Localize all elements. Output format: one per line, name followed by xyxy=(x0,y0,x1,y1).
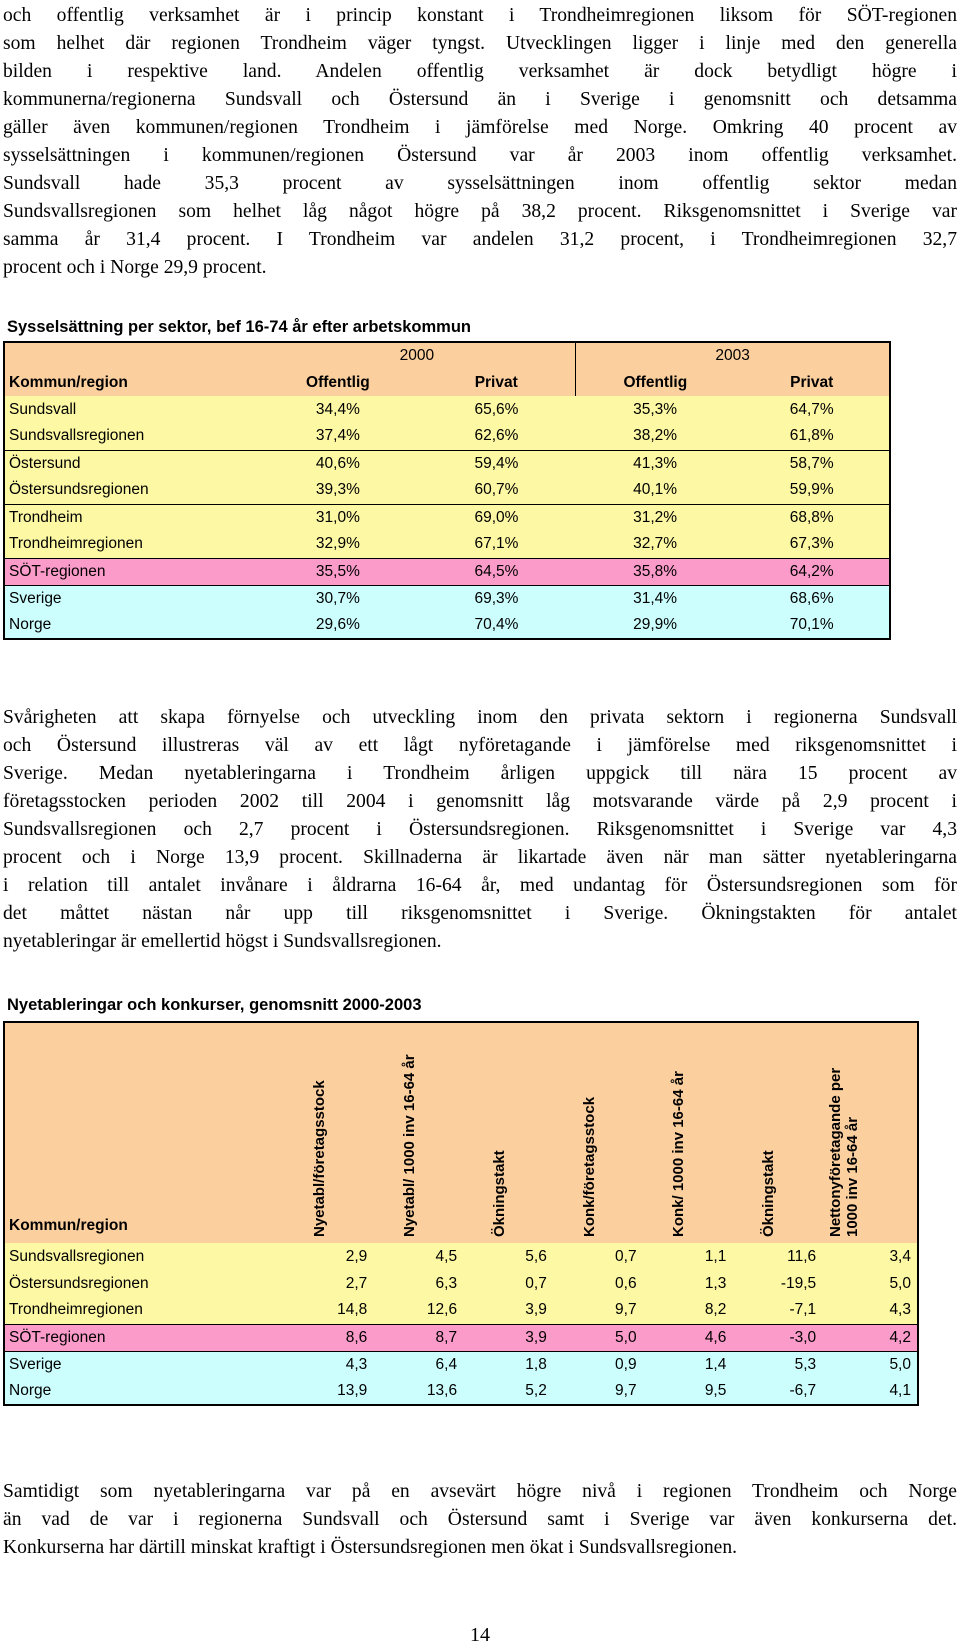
value-cell: 69,0% xyxy=(474,508,519,526)
text-line: i relation till antalet invånare i åldrarna 16-64 år, med undantag för Östersundsregionen som för xyxy=(3,875,957,896)
column-header xyxy=(643,1022,733,1243)
text-line: Sverige. Medan nyetableringarna i Trondheim årligen uppgick till nära 15 procent av xyxy=(3,763,957,784)
offentlig-header: Offentlig xyxy=(306,373,370,391)
value-cell: 58,7% xyxy=(789,454,834,472)
value-cell: -7,1 xyxy=(789,1301,817,1319)
value-cell: 29,6% xyxy=(315,616,360,633)
value-cell: 60,7% xyxy=(474,481,519,499)
table-row xyxy=(4,612,890,639)
value-cell: 61,8% xyxy=(789,427,834,445)
value-cell: 13,6 xyxy=(426,1382,458,1399)
paragraph-new-businesses xyxy=(3,704,957,956)
value-cell: 5,0 xyxy=(889,1274,911,1292)
value-cell: 35,5% xyxy=(315,562,360,580)
offentlig-header: Offentlig xyxy=(623,373,688,391)
privat-header: Privat xyxy=(417,369,576,396)
value-cell: -3,0 xyxy=(789,1328,817,1346)
column-header xyxy=(732,1022,822,1243)
text-line: samma år 31,4 procent. I Trondheim var andelen 31,2 procent, i Trondheimregionen 32,7 xyxy=(3,229,957,250)
value-cell: 64,5% xyxy=(474,562,519,580)
value-cell: 64,7% xyxy=(789,400,834,418)
value-cell: 65,6% xyxy=(474,400,519,418)
value-cell: 2,9 xyxy=(345,1247,368,1265)
value-cell: -6,7 xyxy=(789,1382,817,1399)
text-line: som helhet där regionen Trondheim väger tyngst. Utvecklingen ligger i linje med den generella xyxy=(3,33,957,54)
value-cell: 4,3 xyxy=(345,1355,368,1373)
value-cell: 59,4% xyxy=(474,454,519,472)
value-cell: -19,5 xyxy=(780,1274,817,1292)
region-cell: Östersundsregionen xyxy=(9,1274,149,1292)
value-cell: 0,6 xyxy=(615,1274,637,1292)
table-row xyxy=(4,1324,918,1351)
text-line: det måttet nästan når upp till riksgenomsnittet i Sverige. Ökningstakten för antalet xyxy=(3,903,957,924)
table-row xyxy=(4,477,890,504)
text-line: och offentlig verksamhet är i princip konstant i Trondheimregionen liksom för SÖT-regionen xyxy=(3,5,957,26)
value-cell: 64,2% xyxy=(789,562,834,580)
value-cell: 68,8% xyxy=(789,508,834,526)
value-cell: 5,0 xyxy=(615,1328,637,1346)
value-cell: 39,3% xyxy=(315,481,360,499)
value-cell: 9,5 xyxy=(704,1382,727,1399)
table-row xyxy=(4,1297,918,1324)
region-cell: Norge xyxy=(9,1382,52,1399)
text-line: procent och i Norge 13,9 procent. Skillnaderna är likartade även när man sätter nyetableringarna xyxy=(3,847,957,868)
value-cell: 5,0 xyxy=(889,1355,911,1373)
value-cell: 35,3% xyxy=(633,400,678,418)
table-row xyxy=(4,1270,918,1297)
value-cell: 11,6 xyxy=(787,1247,817,1265)
table-row xyxy=(4,1243,918,1270)
column-header-label: Nettonyföretagande per 1000 inv 16-64 år xyxy=(826,1067,861,1237)
value-cell: 62,6% xyxy=(474,427,519,445)
value-cell: 38,2% xyxy=(633,427,678,445)
value-cell: 31,0% xyxy=(315,508,360,526)
value-cell: 13,9 xyxy=(337,1382,368,1399)
table-row xyxy=(4,504,890,531)
table-row xyxy=(4,585,890,612)
value-cell: 70,1% xyxy=(789,616,834,633)
region-header: Kommun/region xyxy=(9,1217,128,1234)
value-cell: 8,2 xyxy=(704,1301,727,1319)
text-line: nyetableringar är emellertid högst i Sundsvallsregionen. xyxy=(3,931,442,952)
column-header-label: Ökningstakt xyxy=(760,1150,778,1237)
column-header-label: Konk/företagsstock xyxy=(580,1096,598,1237)
region-cell: SÖT-regionen xyxy=(9,562,106,580)
table-employment-by-sector xyxy=(3,341,891,640)
text-line: sysselsättningen i kommunen/regionen Östersund var år 2003 inom offentlig verksamhet. xyxy=(3,145,957,166)
value-cell: 1,8 xyxy=(525,1355,547,1373)
value-cell: 1,4 xyxy=(704,1355,727,1373)
value-cell: 37,4% xyxy=(315,427,360,445)
region-header: Kommun/region xyxy=(9,373,128,391)
value-cell: 6,4 xyxy=(435,1355,458,1373)
text-line: Sundsvallsregionen och 2,7 procent i Östersundsregionen. Riksgenomsnittet i Sverige var 4,3 xyxy=(3,819,957,840)
value-cell: 5,6 xyxy=(525,1247,547,1265)
region-cell: Sundsvall xyxy=(9,400,77,418)
privat-header: Privat xyxy=(790,373,834,391)
text-line: procent och i Norge 29,9 procent. xyxy=(3,257,267,278)
text-line: Svårigheten att skapa förnyelse och utveckling inom den privata sektorn i regionerna Sundsvall xyxy=(3,707,957,728)
table-row xyxy=(4,423,890,450)
table2-title: Nyetableringar och konkurser, genomsnitt 2000-2003 xyxy=(7,996,422,1014)
value-cell: 0,7 xyxy=(615,1247,637,1265)
column-header xyxy=(283,1022,373,1243)
text-line: bilden i respektive land. Andelen offentlig verksamhet är dock betydligt högre i xyxy=(3,61,957,82)
value-cell: 4,3 xyxy=(889,1301,911,1319)
table-new-businesses-bankruptcies xyxy=(3,1021,919,1406)
value-cell: 67,1% xyxy=(474,535,519,553)
value-cell: 34,4% xyxy=(315,400,360,418)
text-line: gäller även kommunen/regionen Trondheim i jämförelse med Norge. Omkring 40 procent av xyxy=(3,117,957,138)
text-line: Konkurserna har därtill minskat kraftigt i Östersundsregionen men ökat i Sundsvallsregionen. xyxy=(3,1537,738,1558)
text-line: kommunerna/regionerna Sundsvall och Östersund än i Sverige i genomsnitt och detsamma xyxy=(3,89,957,110)
value-cell: 5,2 xyxy=(525,1382,547,1399)
text-line: företagsstocken perioden 2002 till 2004 i genomsnitt låg motsvarande värde på 2,9 procent i xyxy=(3,791,957,812)
text-line: Sundsvall hade 35,3 procent av sysselsättningen inom offentlig sektor medan xyxy=(3,173,957,194)
region-cell: Sundsvallsregionen xyxy=(9,1247,145,1265)
table-row xyxy=(4,450,890,477)
region-cell: Sverige xyxy=(9,1355,62,1373)
region-cell: Norge xyxy=(9,616,52,633)
value-cell: 59,9% xyxy=(789,481,834,499)
value-cell: 30,7% xyxy=(315,589,360,607)
value-cell: 4,6 xyxy=(704,1328,727,1346)
table1-title: Sysselsättning per sektor, bef 16-74 år efter arbetskommun xyxy=(7,318,472,336)
value-cell: 69,3% xyxy=(474,589,519,607)
table1-year-row xyxy=(4,342,890,369)
column-header xyxy=(373,1022,463,1243)
value-cell: 3,9 xyxy=(525,1301,547,1319)
value-cell: 5,3 xyxy=(794,1355,817,1373)
column-header xyxy=(553,1022,643,1243)
value-cell: 3,4 xyxy=(889,1247,911,1265)
value-cell: 70,4% xyxy=(474,616,519,633)
value-cell: 0,7 xyxy=(525,1274,547,1292)
value-cell: 12,6 xyxy=(426,1301,458,1319)
value-cell: 1,3 xyxy=(704,1274,727,1292)
value-cell: 3,9 xyxy=(525,1328,547,1346)
value-cell: 41,3% xyxy=(633,454,678,472)
value-cell: 32,7% xyxy=(633,535,678,553)
table-row xyxy=(4,531,890,558)
page-number: 14 xyxy=(470,1624,490,1646)
table-row xyxy=(4,1378,918,1405)
empty-cell xyxy=(4,342,259,369)
column-header-label: Nyetabl/företagsstock xyxy=(311,1080,329,1237)
value-cell: 35,8% xyxy=(633,562,678,580)
value-cell: 1,1 xyxy=(704,1247,727,1265)
region-cell: Trondheimregionen xyxy=(9,535,143,553)
column-header-label: Nyetabl/ 1000 inv 16-64 år xyxy=(401,1054,419,1237)
column-header-label: Konk/ 1000 inv 16-64 år xyxy=(670,1071,688,1237)
value-cell: 67,3% xyxy=(789,535,834,553)
table2-header-row xyxy=(4,1022,918,1243)
value-cell: 9,7 xyxy=(615,1382,637,1399)
value-cell: 9,7 xyxy=(615,1301,637,1319)
text-line: Sundsvallsregionen som helhet låg något högre på 38,2 procent. Riksgenomsnittet i Sverige var xyxy=(3,201,957,222)
column-header-label: Ökningstakt xyxy=(490,1150,508,1237)
table-row xyxy=(4,1351,918,1378)
value-cell: 40,1% xyxy=(633,481,678,499)
value-cell: 4,1 xyxy=(889,1382,911,1399)
year-2000-header: 2000 xyxy=(259,342,576,369)
table-row xyxy=(4,396,890,423)
value-cell: 6,3 xyxy=(435,1274,458,1292)
value-cell: 32,9% xyxy=(315,535,360,553)
column-header xyxy=(463,1022,553,1243)
value-cell: 8,6 xyxy=(345,1328,368,1346)
paragraph-bankruptcies xyxy=(3,1478,957,1562)
value-cell: 4,2 xyxy=(889,1328,911,1346)
table1-header-row xyxy=(4,369,890,396)
region-cell: Trondheimregionen xyxy=(9,1301,143,1319)
value-cell: 31,2% xyxy=(633,508,678,526)
region-cell: Trondheim xyxy=(9,508,83,526)
value-cell: 8,7 xyxy=(435,1328,458,1346)
paragraph-public-sector xyxy=(3,2,957,282)
region-cell: Sundsvallsregionen xyxy=(9,427,145,445)
value-cell: 40,6% xyxy=(315,454,360,472)
value-cell: 2,7 xyxy=(345,1274,368,1292)
region-cell: SÖT-regionen xyxy=(9,1328,106,1346)
value-cell: 0,9 xyxy=(615,1355,637,1373)
column-header xyxy=(822,1022,918,1243)
value-cell: 4,5 xyxy=(435,1247,458,1265)
table-row xyxy=(4,558,890,585)
region-cell: Östersundsregionen xyxy=(9,481,149,499)
value-cell: 31,4% xyxy=(633,589,678,607)
value-cell: 29,9% xyxy=(633,616,678,633)
year-2003-header: 2003 xyxy=(715,347,750,364)
text-line: Samtidigt som nyetableringarna var på en avsevärt högre nivå i regionen Trondheim och Norge xyxy=(3,1481,957,1502)
region-cell: Sverige xyxy=(9,589,62,607)
text-line: och Östersund illustreras väl av ett lågt nyföretagande i jämförelse med riksgenomsnittet i xyxy=(3,735,957,756)
text-line: än vad de var i regionerna Sundsvall och Östersund samt i Sverige var även konkurserna det. xyxy=(3,1509,957,1530)
value-cell: 68,6% xyxy=(789,589,834,607)
region-cell: Östersund xyxy=(9,454,81,472)
value-cell: 14,8 xyxy=(337,1301,368,1319)
